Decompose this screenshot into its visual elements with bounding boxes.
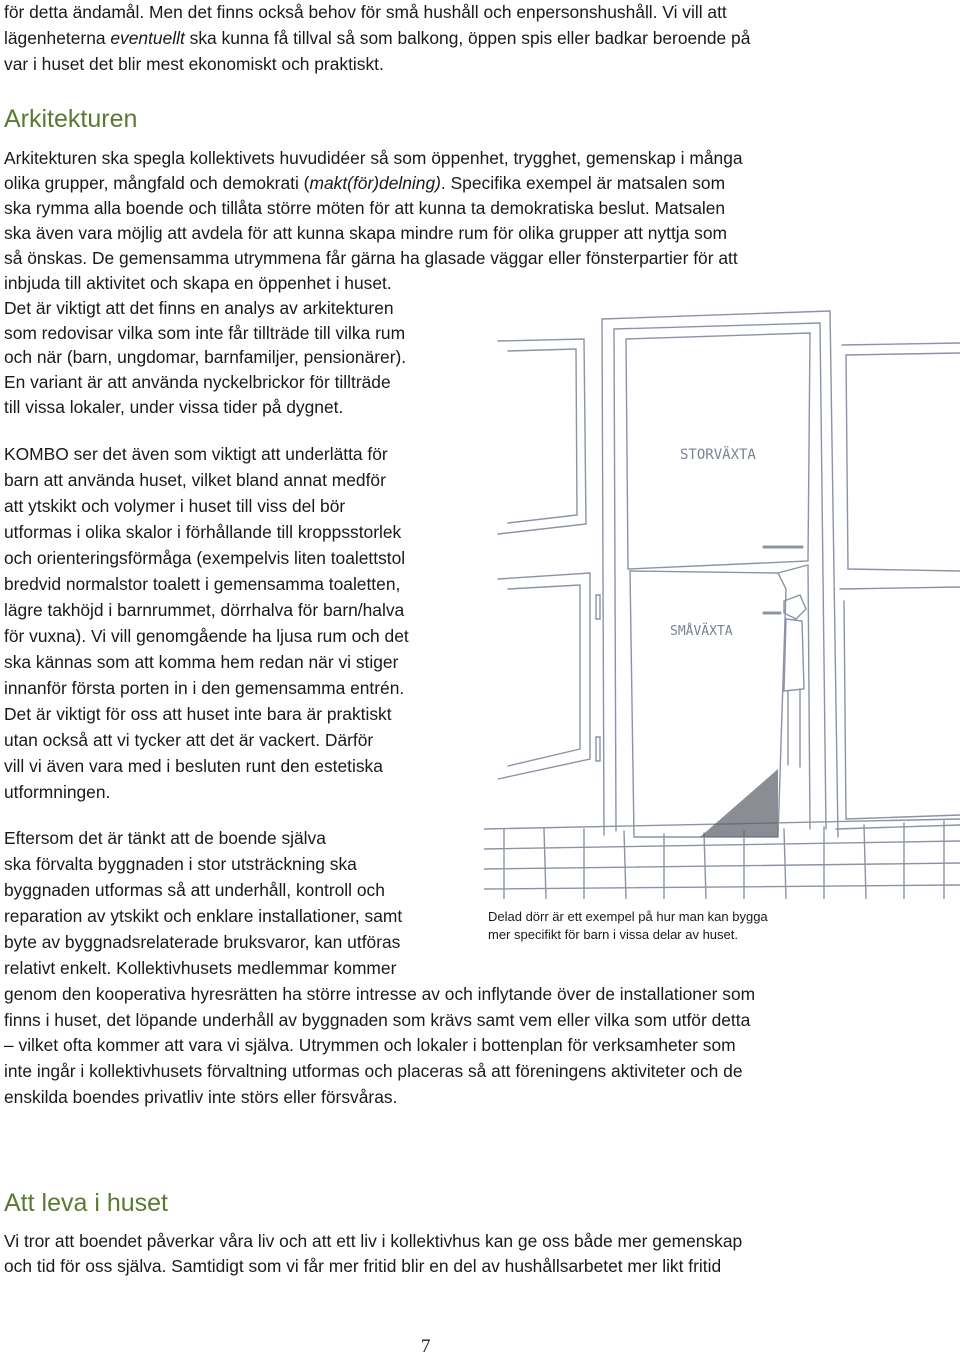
intro-line-2-pre: lägenheterna — [4, 28, 111, 48]
kombo-line-13: vill vi även vara med i besluten runt den estetiska — [4, 756, 383, 776]
intro-line-2 — [4, 28, 750, 48]
kombo-line-8: för vuxna). Vi vill genomgående ha ljusa rum och det — [4, 626, 409, 646]
kombo-line-12: utan också att vi tycker att det är vackert. Därför — [4, 730, 374, 750]
intro-line-1: för detta ändamål. Men det finns också behov för små hushåll och enpersonshushåll. Vi vill att — [4, 2, 727, 22]
section-heading-arkitekturen: Arkitekturen — [4, 105, 138, 133]
figure-caption-line-1: Delad dörr är ett exempel på hur man kan bygga — [488, 909, 768, 924]
att-leva-line-2: och tid för oss själva. Samtidigt som vi får mer fritid blir en del av hushållsarbetet mer likt fritid — [4, 1256, 722, 1276]
kombo-line-2: barn att använda huset, vilket bland annat medför — [4, 470, 386, 490]
arkitektur-line-2-pre: olika grupper, mångfald och demokrati ( — [4, 173, 310, 193]
forvalta-line-6: relativt enkelt. Kollektivhusets medlemmar kommer — [4, 958, 397, 978]
kombo-line-3: att ytskikt och volymer i huset till viss del bör — [4, 496, 346, 516]
label-storvaxta: STORVÄXTA — [680, 447, 756, 463]
arkitektur-line-4: ska även vara möjlig att avdela för att kunna skapa mindre rum för olika grupper att nyttja som — [4, 223, 728, 243]
kombo-line-4: utformas i olika skalor i förhållande till kroppsstorlek — [4, 522, 402, 542]
kombo-line-11: Det är viktigt för oss att huset inte bara är praktiskt — [4, 704, 392, 724]
intro-line-3: var i huset det blir mest ekonomiskt och praktiskt. — [4, 54, 384, 74]
kombo-line-14: utformningen. — [4, 782, 111, 802]
section-heading-att-leva: Att leva i huset — [4, 1189, 168, 1217]
forvalta-line-4: reparation av ytskikt och enklare installationer, samt — [4, 906, 403, 926]
kombo-line-1: KOMBO ser det även som viktigt att underlätta för — [4, 444, 388, 464]
kombo-line-10: innanför första porten in i den gemensamma entrén. — [4, 678, 405, 698]
arkitektur-line-2-post: . Specifika exempel är matsalen som — [440, 173, 726, 193]
forvalta-line-7: genom den kooperativa hyresrätten ha större intresse av och inflytande över de installationer som — [4, 984, 756, 1004]
label-smavaxta: SMÅVÄXTA — [670, 624, 733, 639]
forvalta-line-10: inte ingår i kollektivhusets förvaltning utformas och placeras så att föreningens aktiviteter och de — [4, 1061, 743, 1081]
kombo-line-9: ska kännas som att komma hem redan när vi stiger — [4, 652, 399, 672]
arkitektur-line-11: till vissa lokaler, under vissa tider på dygnet. — [4, 397, 344, 417]
arkitektur-line-10: En variant är att använda nyckelbrickor för tillträde — [4, 372, 391, 392]
arkitektur-line-7: Det är viktigt att det finns en analys av arkitekturen — [4, 298, 394, 318]
kombo-line-6: bredvid normalstor toalett i gemensamma toaletten, — [4, 574, 401, 594]
intro-line-2-post: ska kunna få tillval så som balkong, öppen spis eller badkar beroende på — [184, 28, 751, 48]
forvalta-line-11: enskilda boendes privatliv inte störs eller försvåras. — [4, 1087, 398, 1107]
arkitektur-line-1: Arkitekturen ska spegla kollektivets huvudidéer så som öppenhet, trygghet, gemenskap i många — [4, 148, 743, 168]
arkitektur-line-3: ska rymma alla boende och tillåta större möten för att kunna ta demokratiska beslut. Matsalen — [4, 198, 726, 218]
arkitektur-line-5: så önskas. De gemensamma utrymmena får gärna ha glasade väggar eller fönsterpartier för att — [4, 248, 738, 268]
arkitektur-line-6: inbjuda till aktivitet och skapa en öppenhet i huset. — [4, 273, 392, 293]
arkitektur-line-8: som redovisar vilka som inte får tillträde till vilka rum — [4, 323, 406, 343]
kombo-line-7: lägre takhöjd i barnrummet, dörrhalva för barn/halva — [4, 600, 405, 620]
arkitektur-line-9: och när (barn, ungdomar, barnfamiljer, pensionärer). — [4, 347, 407, 367]
kombo-line-5: och orienteringsförmåga (exempelvis liten toalettstol — [4, 548, 406, 568]
att-leva-line-1: Vi tror att boendet påverkar våra liv och att ett liv i kollektivhus kan ge oss både mer gemenskap — [4, 1231, 743, 1251]
forvalta-line-1: Eftersom det är tänkt att de boende själva — [4, 828, 326, 848]
arkitektur-line-2 — [4, 173, 725, 193]
door-sketch-drawing — [484, 289, 960, 899]
forvalta-line-5: byte av byggnadsrelaterade bruksvaror, kan utföras — [4, 932, 401, 952]
forvalta-line-3: byggnaden utformas så att underhåll, kontroll och — [4, 880, 385, 900]
forvalta-line-8: finns i huset, det löpande underhåll av byggnaden som krävs samt vem eller vilka som utför detta — [4, 1010, 751, 1030]
forvalta-line-2: ska förvalta byggnaden i stor utsträckning ska — [4, 854, 357, 874]
door-sketch-figure — [484, 289, 960, 899]
forvalta-line-9: – vilket ofta kommer att vara vi själva. Utrymmen och lokaler i bottenplan för verksamheter som — [4, 1035, 736, 1055]
arkitektur-line-2-emphasis: makt(för)delning) — [309, 173, 441, 193]
intro-line-2-emphasis: eventuellt — [110, 28, 185, 48]
page-number: 7 — [421, 1336, 431, 1357]
figure-caption-line-2: mer specifikt för barn i vissa delar av huset. — [488, 927, 738, 942]
